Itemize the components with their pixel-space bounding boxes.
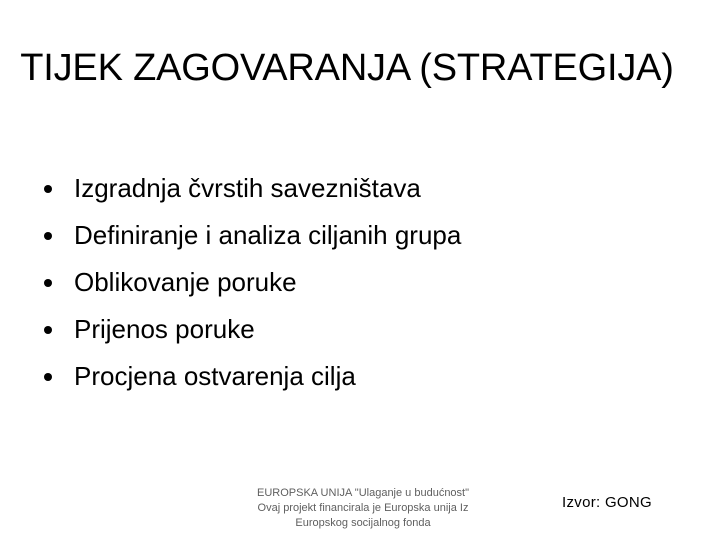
bullet-text: Procjena ostvarenja cilja bbox=[74, 361, 356, 391]
bullet-icon bbox=[44, 232, 52, 240]
bullet-item bbox=[44, 212, 461, 259]
bullet-text: Oblikovanje poruke bbox=[74, 267, 297, 297]
bullet-icon bbox=[44, 279, 52, 287]
slide-title: TIJEK ZAGOVARANJA (STRATEGIJA) bbox=[20, 47, 674, 89]
footer-disclaimer: EUROPSKA UNIJA "Ulaganje u budućnost" Ovaj projekt financirala je Europska unija Iz Europskog socijalnog fonda bbox=[256, 487, 470, 529]
bullet-list bbox=[44, 165, 461, 400]
bullet-icon bbox=[44, 326, 52, 334]
bullet-item bbox=[44, 353, 461, 400]
bullet-item bbox=[44, 165, 461, 212]
bullet-item bbox=[44, 259, 461, 306]
bullet-text: Izgradnja čvrstih savezništava bbox=[74, 173, 421, 203]
bullet-icon bbox=[44, 185, 52, 193]
bullet-icon bbox=[44, 373, 52, 381]
footer-source: Izvor: GONG bbox=[562, 494, 652, 511]
bullet-text: Prijenos poruke bbox=[74, 314, 255, 344]
bullet-item bbox=[44, 306, 461, 353]
bullet-text: Definiranje i analiza ciljanih grupa bbox=[74, 220, 462, 250]
